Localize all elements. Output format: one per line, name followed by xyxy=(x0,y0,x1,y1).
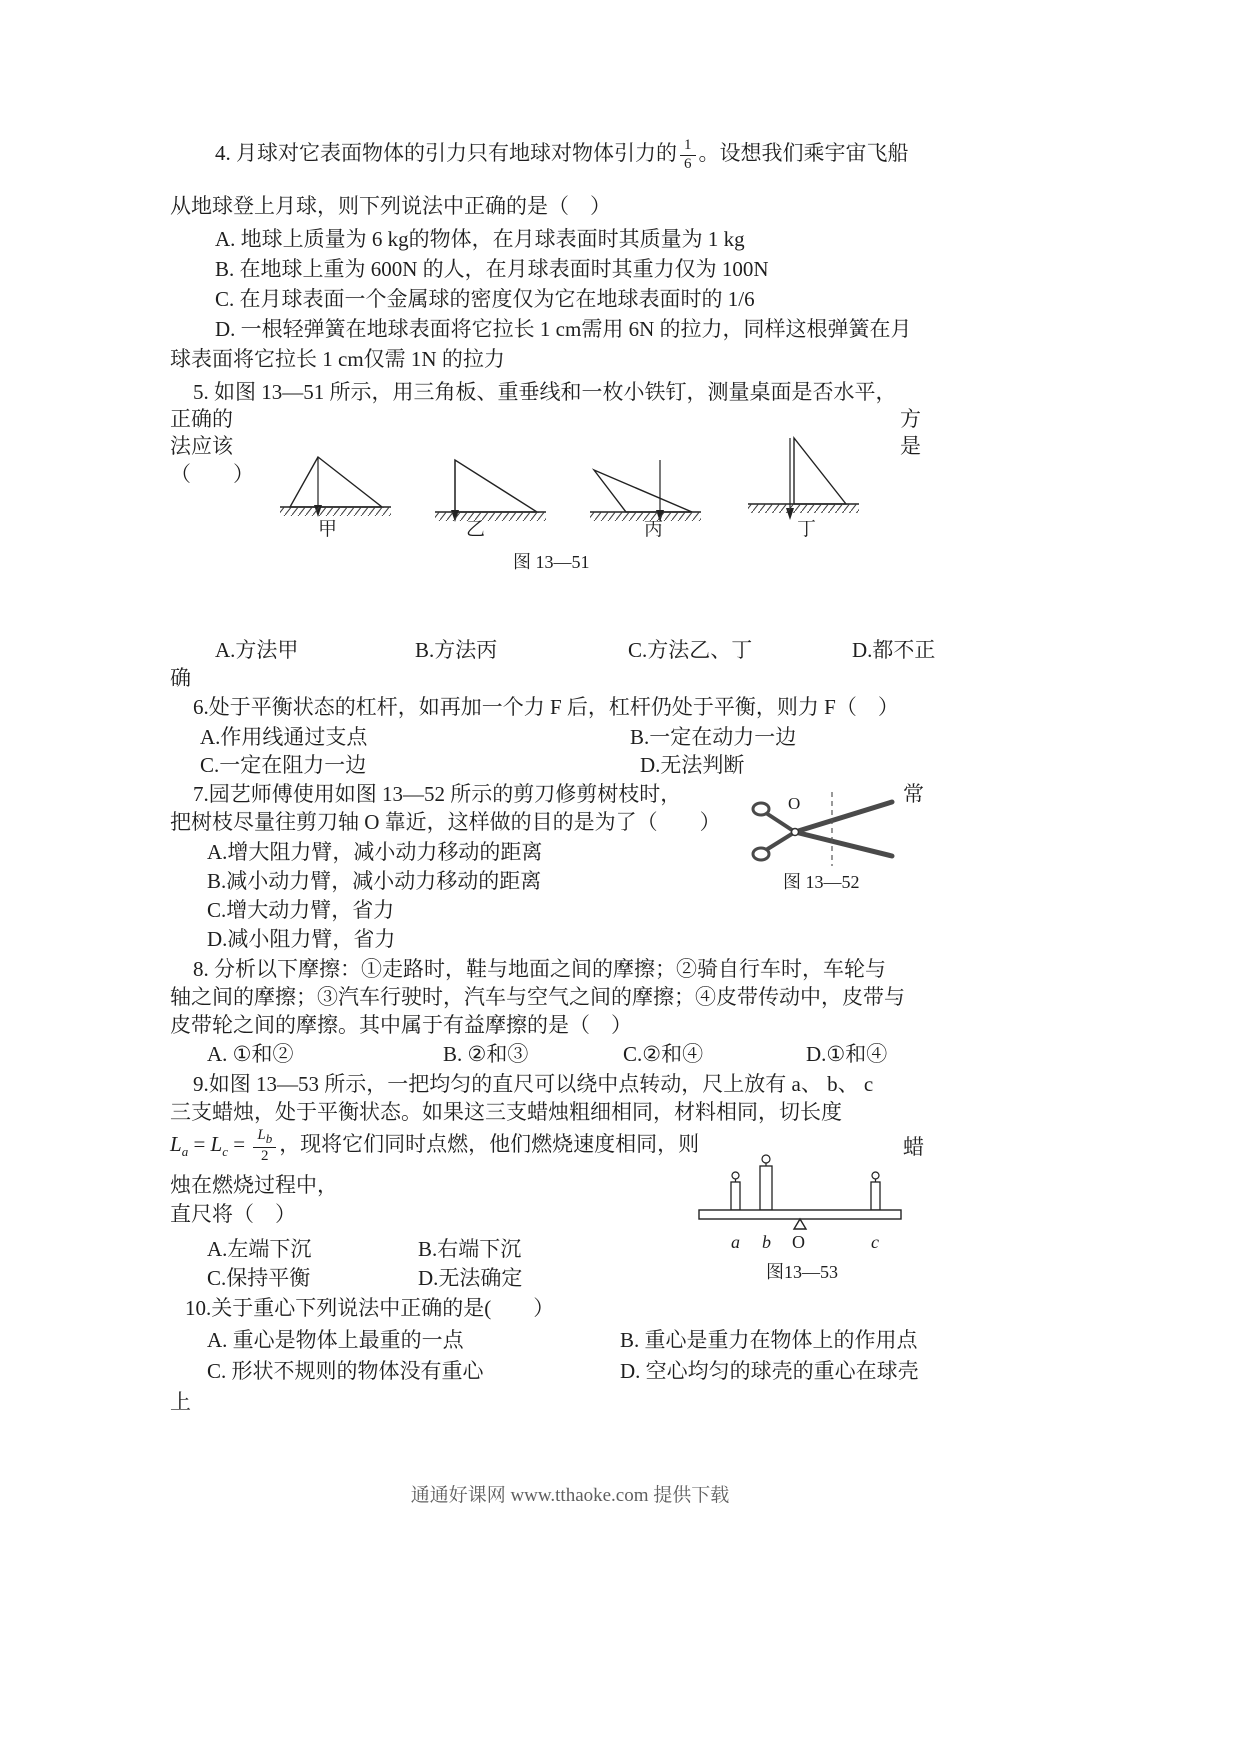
triangle-shape xyxy=(794,438,846,504)
fig-13-51-label-ding: 丁 xyxy=(797,519,817,540)
q9-option-c: C.保持平衡 xyxy=(207,1266,311,1290)
q7-stem-line2: 把树枝尽量往剪刀轴 O 靠近，这样做的目的是为了（ ） xyxy=(170,810,721,834)
candle-b xyxy=(760,1155,772,1210)
q9-option-d: D.无法确定 xyxy=(418,1266,523,1290)
fraction-numerator xyxy=(253,1128,276,1148)
q5-stem-line3-right: 是 xyxy=(900,434,921,458)
fraction-one-sixth xyxy=(680,138,696,173)
pruning-shears-diagram xyxy=(750,786,902,872)
q5-option-a: A.方法甲 xyxy=(215,638,299,662)
q5-stem-line1: 5. 如图 13—51 所示，用三角板、重垂线和一枚小铁钉，测量桌面是否水平， xyxy=(193,380,897,404)
formula-L: L xyxy=(210,1132,223,1157)
q4-stem-line1 xyxy=(215,138,909,173)
candle-c xyxy=(871,1172,880,1210)
q9-formula-line xyxy=(170,1128,699,1165)
q8-stem-line2: 轴之间的摩擦；③汽车行驶时，汽车与空气之间的摩擦；④皮带传动中，皮带与 xyxy=(170,985,905,1009)
q9-formula xyxy=(170,1127,279,1164)
q6-option-d: D.无法判断 xyxy=(640,753,745,777)
triangle-shape xyxy=(594,470,692,512)
formula-L: L xyxy=(170,1132,182,1157)
triangle-shape xyxy=(290,457,382,507)
q9-stem-line2: 三支蜡烛，处于平衡状态。如果这三支蜡烛粗细相同，材料相同，切长度 xyxy=(170,1100,842,1124)
q5-stem-line3-left: 法应该 xyxy=(170,434,233,458)
q9-stem-line3-right: 蜡 xyxy=(903,1135,924,1159)
q9-stem-line4: 烛在燃烧过程中， xyxy=(170,1173,338,1197)
q5-stem-line2-right: 方 xyxy=(900,407,921,431)
q8-stem-line1: 8. 分析以下摩擦：①走路时，鞋与地面之间的摩擦；②骑自行车时，车轮与 xyxy=(193,957,886,981)
q7-option-a: A.增大阻力臂，减小动力移动的距离 xyxy=(207,840,543,864)
q8-stem-line3: 皮带轮之间的摩擦。其中属于有益摩擦的是（ ） xyxy=(170,1013,632,1037)
q5-stem-line2-left: 正确的 xyxy=(170,407,233,431)
q9-stem-line5: 直尺将（ ） xyxy=(170,1202,296,1226)
q5-stem-line4: （ ） xyxy=(170,462,254,486)
q8-option-a: A. ①和② xyxy=(207,1042,294,1066)
footer-watermark: 通通好课网 www.tthaoke.com 提供下载 xyxy=(410,1485,730,1506)
fig-13-53-label-c: c xyxy=(871,1232,879,1252)
q6-stem: 6.处于平衡状态的杠杆，如再加一个力 F 后，杠杆仍处于平衡，则力 F（ ） xyxy=(193,695,899,719)
fraction-denominator: 2 xyxy=(261,1147,269,1164)
q10-option-d-line1: D. 空心均匀的球壳的重心在球壳 xyxy=(620,1359,919,1383)
q4-option-a: A. 地球上质量为 6 kg的物体，在月球表面时其质量为 1 kg xyxy=(215,227,745,251)
ground-hatching xyxy=(748,504,859,513)
pivot-triangle xyxy=(794,1219,806,1229)
q6-option-b: B.一定在动力一边 xyxy=(630,725,797,749)
fig-13-53-label-b: b xyxy=(762,1232,771,1252)
q10-option-d-line2: 上 xyxy=(170,1390,191,1414)
fig-13-51-label-bing: 丙 xyxy=(644,519,664,540)
fig-13-53-caption: 图13—53 xyxy=(766,1262,838,1282)
ruler-candles-diagram xyxy=(695,1148,910,1236)
fig-13-51-caption: 图 13—51 xyxy=(513,552,590,572)
q10-option-c: C. 形状不规则的物体没有重心 xyxy=(207,1359,484,1383)
fraction-denominator: 6 xyxy=(684,155,692,172)
fig-13-51-label-yi: 乙 xyxy=(466,519,486,540)
q6-option-c: C.一定在阻力一边 xyxy=(200,753,367,777)
q5-option-b: B.方法丙 xyxy=(415,638,498,662)
fig-13-53-label-a: a xyxy=(731,1232,740,1252)
formula-fraction-Lb-over-2 xyxy=(253,1128,276,1164)
q9-stem-line1: 9.如图 13—53 所示，一把均匀的直尺可以绕中点转动，尺上放有 a、 b、 c xyxy=(193,1072,874,1096)
formula-equals-2: = xyxy=(233,1132,246,1157)
q8-option-b: B. ②和③ xyxy=(443,1042,529,1066)
q4-option-d-line2: 球表面将它拉长 1 cm仅需 1N 的拉力 xyxy=(170,347,505,371)
q8-option-d: D.①和④ xyxy=(806,1042,888,1066)
triangle-shape xyxy=(455,460,537,512)
q5-option-d-line2: 确 xyxy=(170,666,191,690)
q4-stem-text-b: 。设想我们乘宇宙飞船 xyxy=(698,141,909,166)
q5-option-d-line1: D.都不正 xyxy=(852,638,936,662)
shears-blades xyxy=(795,802,892,856)
q7-stem-line1-left: 7.园艺师傅使用如图 13—52 所示的剪刀修剪树枝时， xyxy=(193,782,682,806)
q9-option-b: B.右端下沉 xyxy=(418,1237,522,1261)
formula-equals-1: = xyxy=(193,1132,206,1157)
q7-option-c: C.增大动力臂，省力 xyxy=(207,898,395,922)
q8-option-c: C.②和④ xyxy=(623,1042,704,1066)
fig-13-52-pivot-label: O xyxy=(788,794,801,813)
fig-13-52-caption: 图 13—52 xyxy=(783,872,860,892)
fig-13-51-label-jia: 甲 xyxy=(318,519,338,540)
q7-option-d: D.减小阻力臂，省力 xyxy=(207,927,396,951)
q7-option-b: B.减小动力臂，减小动力移动的距离 xyxy=(207,869,542,893)
q10-option-b: B. 重心是重力在物体上的作用点 xyxy=(620,1328,918,1352)
ground-hatching xyxy=(435,512,546,521)
formula-sub-b: b xyxy=(265,1131,273,1146)
q7-stem-line1-right: 常 xyxy=(903,782,924,806)
q6-option-a: A.作用线通过支点 xyxy=(200,725,368,749)
fraction-numerator: 1 xyxy=(680,138,696,156)
formula-L: L xyxy=(257,1127,266,1143)
shears-pivot xyxy=(792,829,799,836)
q9-option-a: A.左端下沉 xyxy=(207,1237,312,1261)
formula-sub-a: a xyxy=(181,1144,189,1160)
q4-stem-line2: 从地球登上月球，则下列说法中正确的是（ ） xyxy=(170,194,611,218)
candle-a xyxy=(731,1172,740,1210)
q5-option-c: C.方法乙、丁 xyxy=(628,638,753,662)
q9-stem-line3-text: ，现将它们同时点燃，他们燃烧速度相同，则 xyxy=(279,1132,700,1157)
q10-stem: 10.关于重心下列说法中正确的是( ） xyxy=(185,1296,555,1320)
fig-13-53-label-O: O xyxy=(792,1232,805,1252)
q4-option-d-line1: D. 一根轻弹簧在地球表面将它拉长 1 cm需用 6N 的拉力，同样这根弹簧在月 xyxy=(215,317,912,341)
triangle-plumb-diagram-yi xyxy=(433,448,548,538)
q4-option-c: C. 在月球表面一个金属球的密度仅为它在地球表面时的 1/6 xyxy=(215,287,755,311)
formula-sub-c: c xyxy=(222,1144,228,1160)
q4-option-b: B. 在地球上重为 600N 的人，在月球表面时其重力仅为 100N xyxy=(215,257,769,281)
q10-option-a: A. 重心是物体上最重的一点 xyxy=(207,1328,464,1352)
q4-stem-text-a: 4. 月球对它表面物体的引力只有地球对物体引力的 xyxy=(215,141,677,166)
